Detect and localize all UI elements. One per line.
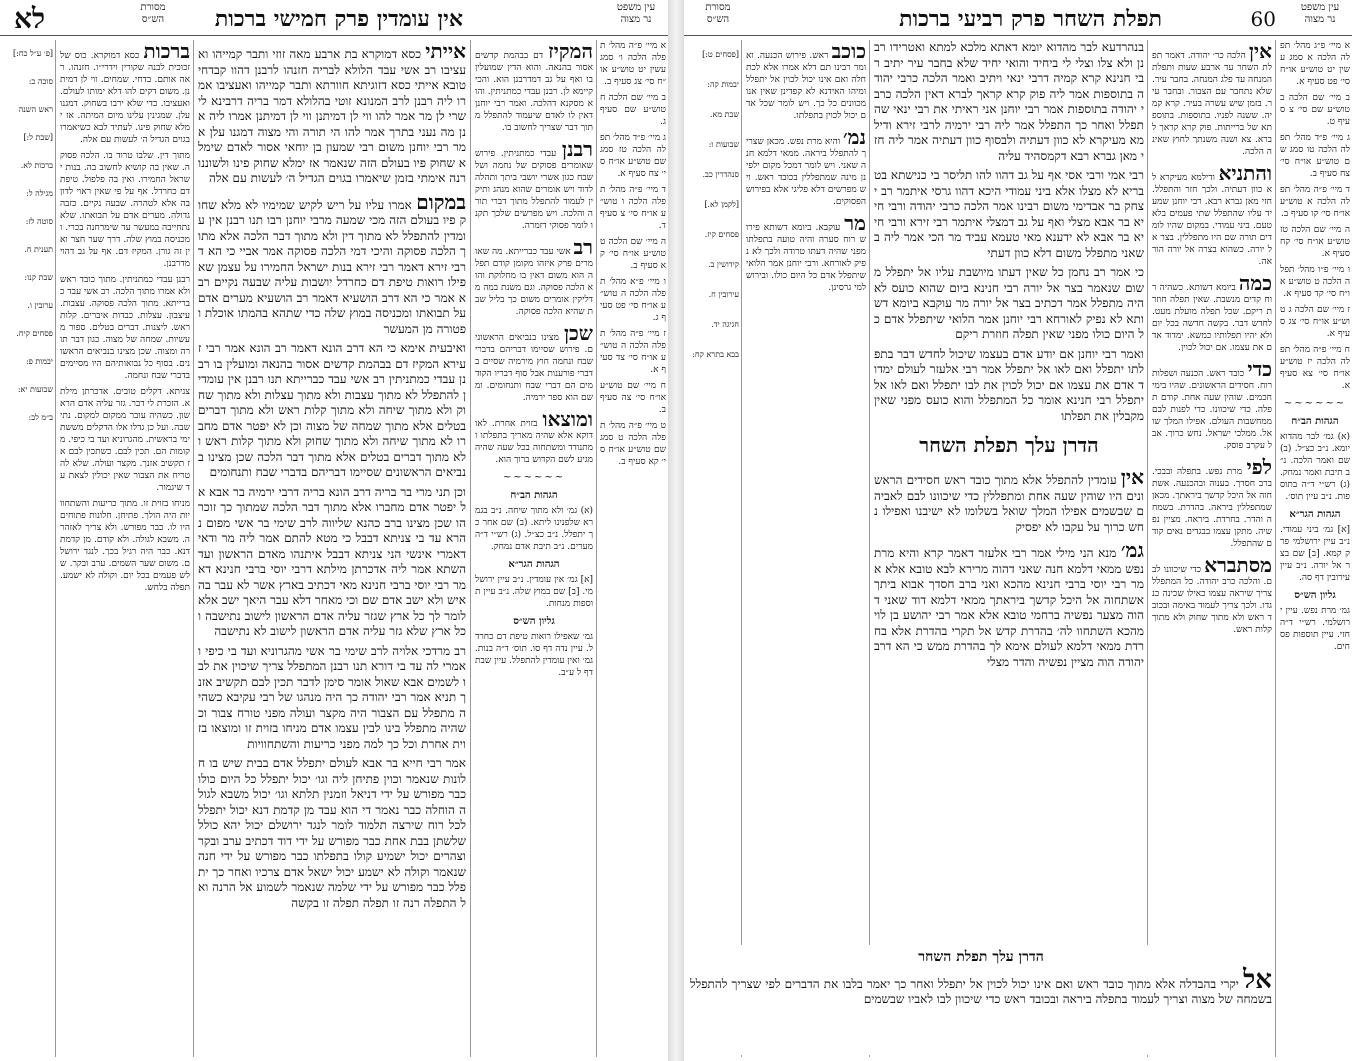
paragraph-text: ואמר רבי יוחנן אם יודע אדם בעצמו שיכול לחדש דבר בתפלתו יתפלל ואם לאו אל יתפלל אמר רבי אלעזר לעולם ימדוד אדם את עצמו אם יכול לכוין את לבו יתפלל ואם לאו אל יתפלל רבי חנינא אומר כל המתפלל והוא כועס מפני שאין מקבלין את תפלתו [874,346,1144,423]
paragraph-text: מצינו בנביאים הראשונים. פירוש שסיימו דבריהם בדברי שבח ונחמה חוץ מירמיה שסיים בדברי פורענות אבל סוף דבריו הקודמים הם דברי שבח ותנחומים. ומשם הוא ספר ירמיה. [475,333,593,403]
paragraph-text: כסא דמוקרא. כוס של זכוכית לבנה שקורין וידרי״ו. חזנהו. ראה אותם. בדחי. שמחים. ווי לן דמיתנן. משום דקים להו דלא ימותו לעולם. ואעציבו. כדי שלא ירבו בשחוק. דמגנו עלן. שמגינין עלינו מיום המיתה. אז ימלא שחוק פינו. לעתיד לבא כשיאמרו בגוים הגדיל ה׳ לעשות עם אלה. [60,51,190,145]
text-paragraph [60,498,190,594]
paragraph-text: ה מיי׳ שם הלכה טז טוש״ע או״ח סי׳ קח סעיף א. [1280,225,1350,259]
left-masoret-column [3,40,53,1057]
opening-word: מסתברא [1204,553,1272,577]
right-tosafot-list [746,40,866,294]
paragraph-text: ב מיי׳ שם הלכה ח טוש״ע שם סעיף ג. [600,93,666,127]
paragraph-text: ד מיי׳ פ״ה מהל׳ תפלה הלכה ו טוש״ע או״ח סי׳ צ סעיף ד. [600,185,666,231]
right-ein-mishpat-list [1280,40,1350,392]
text-paragraph [475,322,593,404]
text-paragraph [1280,264,1350,300]
paragraph-text: אמר רבי חייא בר אבא לעולם יתפלל אדם בבית שיש בו חלונות שנאמר וכוין פתיחן ליה וגו׳ יכול יתפלל כל היום כולו כבר מפורש על ידי דניאל וזמנין תלתא וגו׳ יכול משבא לגולה הוחלה כבר נאמר די הוא עבד מן קדמת דנא יכול יתפלל לכל רוח שירצה תלמוד לומר לנגד ירושלם יכול יהא כולל שלשתן בבת אחת כבר מפורש על ידי דוד דכתיב ערב ובקר וצהרים יכול ישמיע קולו בתפלתו כבר מפורש על ידי חנה שנאמר וקולה לא ישמע יכול ישאל אדם צרכיו ואחר כך יתפלל כבר מפורש על ידי שלמה שנאמר לשמוע אל הרנה ואל התפלה רנה זו תפלה תפלה זו בקשה [198,756,466,910]
left-ein-mishpat-list [600,40,666,468]
margin-reference: קידושין ב. [707,260,739,269]
right-hadran-title-2: הדרן עלך תפלת השחר [918,949,1044,965]
left-hagahot-hagra: [א] גמ׳ אין עומדין. נ״ב עיין ירושלמי. [ב] שם במוץ שלה. נ״ב עיין תוספות מנחות. [475,575,593,609]
right-margin-label: מסורת הש״ס [705,2,731,25]
text-paragraph [198,485,466,640]
text-paragraph [475,408,593,466]
paragraph-text: ז מיי׳ פ״ה מהל׳ תפלה הלכה ה טוש״ע או״ח סי׳ צד סעיף א. [600,329,666,375]
left-corner-label: עין משפט נר מצוה [616,2,656,25]
right-ein-mishpat-column [1280,40,1350,1057]
text-paragraph [60,150,190,270]
margin-reference: שבת קנו: [24,273,53,282]
opening-word: רב [573,235,593,259]
right-gemara-after [874,539,1144,670]
text-paragraph [60,40,190,146]
margin-reference: ב״מ לב: [28,413,53,422]
left-masoret-list [3,40,53,432]
text-paragraph [1280,40,1350,88]
paragraph-text: ודילמא מעיקרא לא כוון דעתיה. ולכך חזר והתפלל. חזי מאן גברא רבא. רבי יוחנן שמעיד עליו שהתפלל שתי פעמים בלא טעם. ביני עמודי. במקום שהיו לומדים תורה שם היו מתפללין. בצר אל יורה. כשהוא בצרה אל יורה הוראה. [1152,173,1272,267]
paragraph-text: צניתא. דקלים טובים. אדכרתן מילתא. הזכרת לי דבר. גזר עליה אדם הראשון. כשהיה עובר ממקום למקום. נתישבה. ועל כן גדלו אלו הדקלים מששת ימי בראשית. מהגרוניא ועד בי כיפי. מקומות הם. תכין לבם. כשתכין לבם אז תקשיב אזנך. מקצר ועולה. שלא להטריח את הצבור שאין יכולין לצאת עד שיגמור. [60,387,190,493]
opening-word: במקום [416,189,466,214]
text-paragraph [198,644,466,753]
opening-word: אין [1248,40,1272,63]
paragraph-text: א מיי׳ פ״ג מהל׳ תפלה הלכה א סמג עשין יט טוש״ע או״ח סי׳ פט סעיף א. [1280,41,1350,87]
paragraph-text: ג מיי׳ פ״ד מהל׳ תפלה הלכה טז סמג שם טוש״ע או״ח סי׳ צח סעיף א. [600,133,666,179]
text-paragraph [874,265,1144,343]
text-paragraph [198,40,466,187]
right-hagahot-bach: (א) גמ׳ לבר מהדוא יומא. נ״ב כצ״ל. (ב) שם ואמר הלכה. נ״ב תיבת ואמר נמחק. (ג) רש״י ד״ה בתוספות. נ״ב עיין תוס׳. [1280,432,1350,502]
paragraph-text: ז מיי׳ שם הלכה ג טוש״ע או״ח סי׳ צג סעיף א. [1280,305,1350,339]
left-tosafot-list [475,40,593,466]
opening-word: אייתי [425,40,466,63]
left-ein-mishpat-column [600,40,666,1057]
margin-reference: ערובין ו. [27,301,53,310]
right-mishnah [874,466,1144,535]
margin-reference: בבא בתרא קח: [692,350,739,359]
right-masoret-column [687,40,739,911]
paragraph-text: בזוית אחרת. לאו דוקא אלא שהיה מאריך בתפלתו ומתנודד ומשתחוה בכל שעה שהיה מגיע לשם הקדוש ברוך הוא. [475,419,593,465]
text-paragraph [600,276,666,324]
margin-reference: [פסחים ט:] [702,50,739,59]
paragraph-text: א מיי׳ פ״ה מהל׳ תפלה הלכה ו׳ סמג עשין יט טוש״ע או״ח סי׳ צג סעיף ב. [600,41,666,87]
right-rashi-list [1152,40,1272,636]
right-gilyon-title: גליון הש״ס [1294,590,1336,601]
mishnah-text: עומדין להתפלל אלא מתוך כובד ראש חסידים הראשונים היו שוהין שעה אחת ומתפללין כדי שיכוונו לבם לאביהם שבשמים אפילו המלך שואל בשלומו לא ישיבנו ואפילו נחש כרוך על עקבו לא יפסיק [874,473,1144,534]
paragraph-text: הלכה כר׳ יהודה. דאמר תפלת השחר עד ארבע שעות ותפלת המנחה עד פלג המנחה. בחבר עיר. שלא נתחבר עם הצבור. ובחבר עיר. בזמן שיש עשרה בעיר. קרא קמיה. ששנה לפניו. בתוספות. בתוספתא של ברייתות. פוק קרא קראך לברא. צא ושנה משנתך לחוץ שאינה הלכה. [1152,51,1272,157]
paragraph-text: ו מיי׳ פ״א מהל׳ תפלה הלכה ה טוש״ע או״ח סי׳ פט סעיף ג. [600,277,666,323]
paragraph-text: כי אמר רב נחמן כל שאין דעתו מיושבת עליו אל יתפלל משום שנאמר בצר אל יורה רבי חנינא ביום שהוא כועס לא היה מתפלל אמר דכתיב בצר אל יורה מר עוקבא ביומא דשותא לא נפיק לאורחא רבי יוחנן אמר הלואי שיתפלל אדם כל היום כולו מפני שאין תפלה חוזרת ריקם [874,265,1144,341]
left-gilyon: גמ׳ שאפילו רואות טיפת דם כחרדל. עיין נדה דף סו. תוס׳ ד״ה בנות. גמ׳ ואין עומדין להתפלל. עיין שבת דף ל ע״ב. [475,632,593,678]
text-paragraph [1280,224,1350,260]
right-hagahot-hagra-title: הגהות הגר״א [1289,509,1341,520]
paragraph-text: ואיבעית אימא כי הא דרב הונא דאמר רב הונא אמר רבי זעירא המקיז דם בבהמת קדשים אסור בהנאה ומועלין בו רבנן עבדי כמתניתין רב אשי עבד כברייתא תנו רבנן אין עומדין להתפלל לא מתוך עצבות ולא מתוך עצלות ולא מתוך שחוק ולא מתוך שיחה ולא מתוך קלות ראש ולא מתוך דברים בטלים אלא מתוך שמחה של מצוה וכן לא יפטר אדם מחברו לא מתוך שיחה ולא מתוך שחוק ולא מתוך קלות ראש ולא מתוך דברים בטלים אלא מתוך דבר הלכה שכן מצינו בנביאים הראשונים שסיימו דבריהם בדברי שבח ותנחומים [198,341,466,479]
opening-word: נמ׳ [843,125,866,149]
left-column-rule [55,40,56,1057]
opening-word: כוכב [831,40,866,63]
right-masoret-list [687,40,739,370]
paragraph-text: ח מיי׳ פ״ה מהל׳ תפלה הלכה יז טוש״ע או״ח סי׳ צא סעיף א. [1280,345,1350,391]
right-hagahot-hagra: [א] גמ׳ ביני עמודי. נ״ב עיין ירושלמי פרק קמא. [ב] שם בצר אל יורה. נ״ב עיין עירובין דף סה. [1280,525,1350,583]
paragraph-text: ראש. פירוש הכנעה. ואומר רבינו תם דלא אמרו אלא לכתחלה ואם אינו יכול לכוין אל יתפלל ומיהו האידנא לא קפדינן שאין אנו מכוונים כל כך. ויש לומר שכל אדם יכול לכוין בתפלתו. [746,51,866,121]
text-paragraph [1280,184,1350,220]
left-rashi-list [60,40,190,594]
left-page [0,0,668,1061]
right-corner-label: עין משפט נר מצוה [1300,2,1340,25]
text-paragraph [1152,40,1272,158]
margin-reference: ברכות לא. [20,161,53,170]
paragraph-text: עבדי כמתניתין. פירוש שאומרים פסוקים של נחמה ושל שבח כגון אשרי יושבי ביתך ותהלה לדוד ויש אומרים שהוא מנהג ותיקין לעמוד להתפלל מתוך דברי תורה והלכה. ויש מפרשים שלכך תקנו לומר פסוקי דזמרה. [475,149,593,231]
right-page [684,0,1352,1061]
mishnah-opening-word: אין [1120,465,1144,489]
left-margin-label: מסורת הש״ס [140,2,166,25]
text-paragraph [600,40,666,88]
paragraph-text: רב מרדכי אלויה לרב שימי בר אשי מהגרוניא ועד בי כיפי ואמרי לה עד בי דורא תנו רבנן המתפלל צריך שיכוין את לבו לשמים אבא שאול אומר סימן לדבר תכין לבם תקשיב אזנך תניא אמר רבי יהודה כך היה מנהגו של רבי עקיבא כשהיה מתפלל עם הצבור היה מקצר ועולה מפני טורח צבור וכשהיה מתפלל בינו לבין עצמו אדם מניחו בזוית זו ומוצאו בזוית אחרת וכל כך למה מפני כריעות והשתחוויות [198,643,466,751]
opening-word: כמה [1238,271,1272,295]
text-paragraph [198,756,466,911]
left-page-header [0,0,668,36]
text-paragraph [60,274,190,382]
left-rashi-column [60,40,190,1057]
right-gemara-list [874,40,1144,424]
text-paragraph [600,328,666,376]
paragraph-text: ט מיי׳ פ״ה מהל׳ תפלה הלכה ט סמג שם טוש״ע או״ח סי׳ קא סעיף ב. [600,421,666,467]
text-paragraph [1152,162,1272,268]
right-column-rule [869,40,870,1057]
right-hagahot-bach-title: הגהות הב״ח [1291,416,1339,427]
text-paragraph [475,40,593,134]
margin-reference: שבת מא. [709,110,739,119]
right-tosafot-column [746,40,866,1057]
opening-word: כדי [1247,357,1272,381]
text-paragraph [1280,92,1350,128]
text-paragraph [600,92,666,128]
paragraph-text: ו מיי׳ פ״ו מהל׳ תפלה הלכה ט טוש״ע או״ח סי׳ קד סעיף א. [1280,265,1350,299]
right-closing-block [690,945,1272,1055]
margin-reference: חגיגה יד. [711,320,739,329]
paragraph-text: אשי עבד כברייתא. מה שאומרים פרק איזהו מקומן קודם תפלה הוא משום דאין בו מחלוקת והוא הלכה פסוקה. וגם משנת במה מדליקין אומרים משום כך בליל שבת שהיא הלכה פסוקה. [475,247,593,317]
text-paragraph [746,40,866,122]
left-ornament: ~~~~~~ [502,472,566,483]
text-paragraph [475,138,593,232]
opening-word: המקיז [548,40,593,63]
right-column-rule [1147,40,1148,1057]
opening-word: לפי [1246,455,1272,479]
paragraph-text: מרת נפש. בתפלה ובבכי. ברב חסדך. בענוה ובהכנעה. אשתחוה אל היכל קדשך ביראתך. מכאן שמתפללין ביראה. בהדרת. בשמחה והדר. בחרדת. ביראה. מציין נפשיה. מתקן עצמו בבגדים נאים קודם שהתפלל. [1152,467,1272,549]
right-page-number: 60 [1250,7,1276,31]
margin-reference: סנהדרין כב. [702,170,739,179]
paragraph-text: דם בבהמת קדשים אסור בהנאה. והוא הדין שמועלין בו ואף על גב דמדרבנן הוא. והכי קיימא לן. רבנן עבדי כמתניתין. והוא מסקנא דהלכה. ואמר רבי יוחנן דאין לו לאדם שיעמוד להתפלל מתוך דבר שצריך לחשוב בו. [475,51,593,133]
paragraph-text: ד מיי׳ פ״ה מהל׳ תפלה הלכה א טוש״ע או״ח סי׳ קו סעיף ב. [1280,185,1350,219]
paragraph-text: והיא מרת נפש. מכאן שצריך להתפלל ביראה. ממאי דלמא חנה שאני. ויש לומר דמכל מקום ילפינן מינה שמתפללין בכובד ראש. ויש מפרשים דלא פליגי אלא בפירוש הפסוקים. [746,137,866,207]
margin-reference: [פ׳ ע״ל כח:] [12,49,53,58]
right-hadran-title: הדרן עלך תפלת השחר [919,433,1099,457]
final-text: יקרי בהבדלה אלא מתוך כובד ראש ואם אינו יכול לכוין אל יתפלל ואחר כך יאמר בלבו את הדברים לפי שצריך להתפלל בשמחה של מצוה וצריך לעמוד בתפלה ביראה ובכובד ראש כדי שיכוון לבו לאביו שבשמים [690,977,1272,1006]
text-paragraph [475,236,593,318]
paragraph-text: ה מיי׳ שם הלכה ט טוש״ע או״ח סי׳ קא סעיף ב. [600,237,666,271]
paragraph-text: וכן תני מרי בר בריה דרב הונא בריה דרבי ירמיה בר אבא אל יפטר אדם מחברו אלא מתוך דבר הלכה שמתוך כך זוכרהו שכן מצינו ברב כהנא שליווה לרב שימי בר אשי מפום נהרא עד בי צניתא דבבל כי מטא להתם אמר ליה מר ודאי דאמרי אינשי הני צניתא דבבל איתנהו מאדם הראשון ועד השתא אמר ליה אדכרתן מילתא דרבי יוסי ברבי חנינא דאמר רבי יוסי ברבי חנינא מאי דכתיב בארץ אשר לא עבר בה איש ולא ישב אדם שם וכי מאחר דלא עבר היאך ישב אלא לומר לך כל ארץ שגזר עליה אדם הראשון לישוב נתישבה וכל ארץ שלא גזר עליה אדם הראשון לישוב לא נתישבה [198,484,466,638]
gemara-opening-word: גמ׳ [1120,538,1144,562]
opening-word: והתניא [1218,161,1272,185]
margin-reference: פסחים קיח. [16,329,53,338]
text-paragraph [600,380,666,416]
text-paragraph [60,386,190,494]
text-paragraph [198,341,466,481]
margin-reference: יבמות קה: [707,80,739,89]
left-column-rule [470,40,471,1057]
margin-reference: עירובין ח. [708,290,739,299]
text-paragraph [1152,358,1272,452]
text-paragraph [600,236,666,272]
paragraph-text: כובד ראש. הכנעה ושפלות רוח. חסידים הראשונים. שהיו בימי חכמים. שוהין שעה אחת. קודם תפלה. כדי שיכוונו. כדי לפנות לבם ממחשבות העולם. אפילו המלך שואל. ממלכי ישראל. נחש כרוך. אבל עקרב פוסק. [1152,369,1272,451]
right-column-rule [741,40,742,1057]
gemara-text: מנא הני מילי אמר רבי אלעזר דאמר קרא והיא מרת נפש ממאי דלמא חנה שאני דהוה מרירא לבא טובא אלא אמר רבי יוסי ברבי חנינא מהכא ואני ברב חסדך אבוא ביתך אשתחוה אל היכל קדשך ביראתך ממאי דלמא דוד שאני דהוה מצער נפשיה ברחמי טובא אלא אמר רבי יהושע בן לוי מהכא השתחוו לה׳ בהדרת קדש אל תקרי בהדרת אלא בחרדת ממאי דלמא לעולם אימא לך בהדרת ממש כי הא דרב יהודה הוה מציין נפשיה והדר מצלי [874,546,1144,669]
paragraph-text: ב מיי׳ שם הלכה ב טוש״ע שם סי׳ צ סעיף ט. [1280,93,1350,127]
opening-word: ומוצאו [542,407,593,431]
left-gemara-column [198,40,466,1057]
text-paragraph [874,40,1144,164]
text-paragraph [600,132,666,180]
margin-reference: מגילה ל: [26,189,53,198]
paragraph-text: כסא דמוקרא בת ארבע מאה זוזי ותבר קמייהו ואעציבו רב אשי עבד הלולא לבריה חזנהו לרבנן דהוו קבדחי טובא אייתי כסא דזוגיתא חוורתא ותבר קמייהו ואעציבו אמרו ליה רבנן לרב המנונא זוטי בהלולא דמר בריה דרבינא לישרי לן מר אמר להו ווי לן דמיתנן ווי לן דמיתנן אמרו ליה אנן מה נעני בתרך אמר להו הי תורה והי מצוה דמגנו עלן אמר רבי יוחנן משום רבי שמעון בן יוחאי אסור לאדם שימלא שחוק פיו בעולם הזה שנאמר אז ימלא שחוק פינו ולשוננו רנה אימתי בזמן שיאמרו בגוים הגדיל ה׳ לעשות עם אלה [198,47,466,185]
left-hagahot-hagra-title: הגהות הגר״א [508,559,560,570]
paragraph-text: ג מיי׳ פ״ד מהל׳ תפלה הלכה טו סמג שם טוש״ע או״ח סי׳ צח סעיף ב. [1280,133,1350,179]
text-paragraph [1152,554,1272,636]
text-paragraph [198,191,466,338]
right-gilyon: גמ׳ מרת נפש. עיין ירושלמי. רש״י ד״ה חזי. עיין תוספות פסחים. [1280,606,1350,652]
right-gemara-column [874,40,1144,1057]
paragraph-text: עוקבא. ביומא דשותא פירוש רוח סערה והיה טועה בתפלתו מפני שהיה דעתו טרודה ולכך לא נפיק לאורחא. ורבי יוחנן אמר הלואי שיתפלל אדם כל היום כולו. ובירושלמי גרסינן. [746,223,866,293]
left-hagahot-bach-title: הגהות הב״ח [510,490,558,501]
paragraph-text: אמרו עליו על ריש לקיש שמימיו לא מלא שחוק פיו בעולם הזה מכי שמעה מרבי יוחנן רבו תנו רבנן אין עומדין להתפלל לא מתוך דין ולא מתוך דבר הלכה אלא מתוך הלכה פסוקה והיכי דמי הלכה פסוקה אמר אביי כי הא דרבי זירא דאמר רבי זירא בנות ישראל החמירו על עצמן שאפילו רואות טיפת דם כחרדל יושבות עליה שבעה נקיים רבא אמר כי הא דרב הושעיא דאמר רב הושעיא מערים אדם על תבואתו ומכניסה במוץ שלה כדי שתהא בהמתו אוכלת ופטורה מן המעשר [198,197,466,336]
right-page-header [684,0,1352,36]
text-paragraph [1152,456,1272,550]
margin-reference: תענית ח. [24,245,53,254]
paragraph-text: רבנן עבדי כמתניתין. מתוך כובד ראש ולא אמרו מתוך הלכה. רב אשי עבד כברייתא. מתוך הלכה פסוקה. עצבות. עיצבון. עצלות. כבדות איברים. קלות ראש. ליצנות. דברים בטלים. ספור מעשיות. שמחה של מצוה. כגון דבר תורה ומצוה. שכן מצינו בנביאים הראשונים. בסוף כל נבואותיהם היו מסיימים בדברי שבח ונחמה. [60,275,190,381]
opening-word: שכן [563,321,593,345]
text-paragraph [600,184,666,232]
margin-reference: ראש השנה [18,105,53,114]
margin-reference: שבועות יא: [17,385,53,394]
text-paragraph [1280,304,1350,340]
margin-reference: יבמות פ: [25,357,53,366]
paragraph-text: ח מיי׳ שם טוש״ע או״ח סי׳ צה סעיף ב. [600,381,666,415]
right-column-rule [1275,40,1276,1057]
left-column-rule [596,40,597,1057]
final-opening-word: אל [1243,965,1272,995]
text-paragraph [1280,344,1350,392]
text-paragraph [746,212,866,294]
margin-reference: [שבת ל:] [23,133,53,142]
left-gilyon-title: גליון הש״ס [513,616,555,627]
left-gemara-list [198,40,466,911]
text-paragraph [1280,132,1350,180]
paragraph-text: רבי אמי ורבי אסי אף על גב דהוו להו תליסר בי כנישתא בטבריא לא מצלו אלא ביני עמודי היכא דהוו גרסי איתמר רב יצחק בר אבדימי משום רבינו אמר הלכה כרבי יהודה ורבי חייא בר אבא מצלי ואף על גב דמצלי איתמר רבי זירא ורבי חייא בר אבא לא ידענא מאי טעמא עביד מר הכי אמר ליה בשאני מתפלל משום דלא כוון דעתי [874,168,1144,260]
text-paragraph [600,420,666,468]
left-column-rule [193,40,194,1057]
right-running-title: תפלת השחר פרק רביעי ברכות [899,6,1162,32]
margin-reference: סוטה לז: [25,217,53,226]
opening-word: ברכות [143,40,190,63]
left-hagahot-bach: (א) גמ׳ ולא מתוך שיחה. נ״ב בגמרא שלפנינו ליתא. (ב) שם אחר כך יתפלל. נ״ב כצ״ל. (ג) רש״י ד״ה מערים. נ״ב תיבת אדם נמחק. [475,506,593,552]
text-paragraph [874,347,1144,425]
left-running-title: אין עומדין פרק חמישי ברכות [214,6,463,32]
paragraph-text: מניחו בזוית זו. מתוך כריעות והשתחוויות היה הולך. פתיחן. חלונות פתוחים היו לו. כבר מפורש. ולא צריך לאזהרה. משבא לגולה. ולא קודם. מן קדמת דנא. כבר היה רגיל בכך. לנגד ירושלם. משום שער השמים. ערב ובקר. שלש פעמים בכל יום. וקולה לא ישמע. תפלה בלחש. [60,499,190,593]
right-ornament: ~~~~~~ [1283,398,1347,409]
right-rashi-column [1152,40,1272,1057]
opening-word: רבנן [561,137,593,161]
book-gutter [668,0,684,1061]
paragraph-text: ביומא דשותא. כשהיה רוח קדים מנשבת. שאין תפלה חוזרת ריקם. שכל תפלה מועלת מעט. לחדש דבר. בקשה חדשה בכל יום ולא יהיו תפלותיו כמשא. ימדוד אדם את עצמו. אם יכול לכוין. [1152,283,1272,353]
paragraph-text: בנהרדעא לבר מהדוא יומא דאתא מלכא למתא ואטרידו רבנן ולא צלו וצלי לי ביחיד והואי יחיד שלא בחבר עיר יתיב רבי חנינא קרא קמיה דרבי ינאי ויתיב ואמר הלכה כרבי יהודה בתוספות אמר ליה פוק קרא קראך לברא דאין הלכה כרבי יהודה בתוספות אמר רבי יוחנן אני ראיתי את רבי ינאי שהתפלל ואחר כך התפלל אמר ליה רבי ירמיה לרבי זירא ודילמא מעיקרא לא כוון דעתיה ולבסוף כוון דעתיה אמר ליה חזי מאן גברא רבא דקמסהיד עליה [874,40,1144,163]
text-paragraph [874,168,1144,261]
opening-word: מר [844,211,866,235]
left-tosafot-column [475,40,593,1057]
text-paragraph [746,126,866,208]
paragraph-text: כדי שיכוונו לבם. והלכה כרב יהודה. כל המתפלל צריך שיראה עצמו כאילו שכינה כנגדו. ולכך צריך לעמוד באימה ובכובד ראש ולא מתוך שחוק ולא מתוך קלות ראש. [1152,565,1272,635]
paragraph-text: מתוך דין. שלבו טרוד בו. הלכה פסוקה. שאין בה קושיא לחשוב בה. בנות ישראל החמירו. ואין בה פלפול. טיפת דם כחרדל. אף על פי שאין ראוי לדון בה אלא לטהרה. שבעה נקיים. כזבה גדולה. מערים אדם על תבואתו. שלא נתחייבה במעשר עד שימרחנה בכרי. ומכניסה במוץ שלה. דרך שער חצר ואין זה גורן. המקיז דם. אף על גב דהוי מדרבנן. [60,151,190,269]
margin-reference: סוכה כ: [28,77,53,86]
margin-reference: [לקמן לא.] [704,200,739,209]
text-paragraph [1152,272,1272,354]
left-page-letter: לא [14,2,46,35]
margin-reference: פסחים קיז. [704,230,739,239]
margin-reference: שבועות ו: [708,140,739,149]
